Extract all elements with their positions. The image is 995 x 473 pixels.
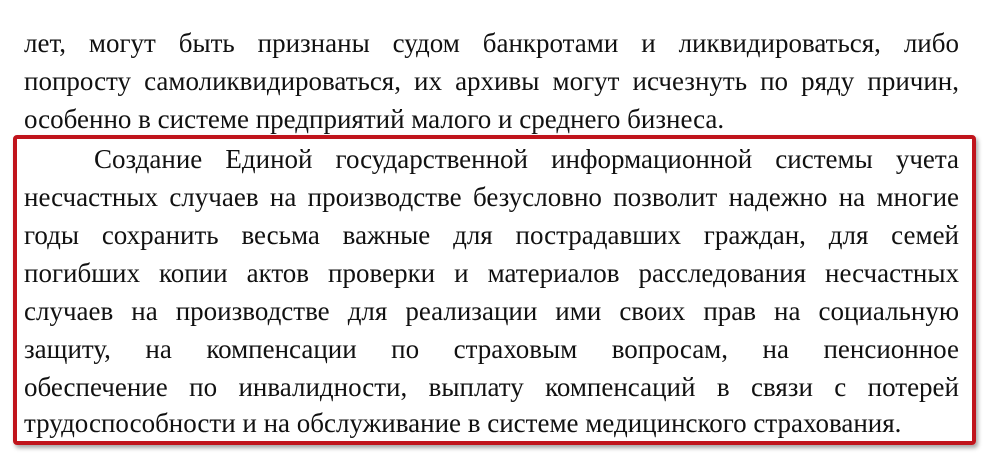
paragraph-line: защиту, на компенсации по страховым вопросам, на пенсионное	[24, 334, 959, 364]
paragraph-line: годы сохранить весьма важные для пострадавших граждан, для семей	[24, 220, 959, 250]
paragraph-line: особенно в системе предприятий малого и среднего бизнеса.	[24, 104, 725, 134]
paragraph-line: трудоспособности и на обслуживание в системе медицинского страхования.	[24, 408, 902, 438]
paragraph-line: случаев на производстве для реализации ими своих прав на социальную	[24, 296, 959, 326]
paragraph-line: лет, могут быть признаны судом банкротами и ликвидироваться, либо	[24, 28, 959, 58]
paragraph-line: попросту самоликвидироваться, их архивы могут исчезнуть по ряду причин,	[24, 66, 959, 96]
paragraph-line: несчастных случаев на производстве безусловно позволит надежно на многие	[24, 182, 959, 212]
paragraph-line: обеспечение по инвалидности, выплату компенсаций в связи с потерей	[24, 372, 959, 402]
paragraph-line: Создание Единой государственной информационной системы учета	[94, 144, 959, 174]
paragraph-line: погибших копии актов проверки и материалов расследования несчастных	[24, 258, 959, 288]
